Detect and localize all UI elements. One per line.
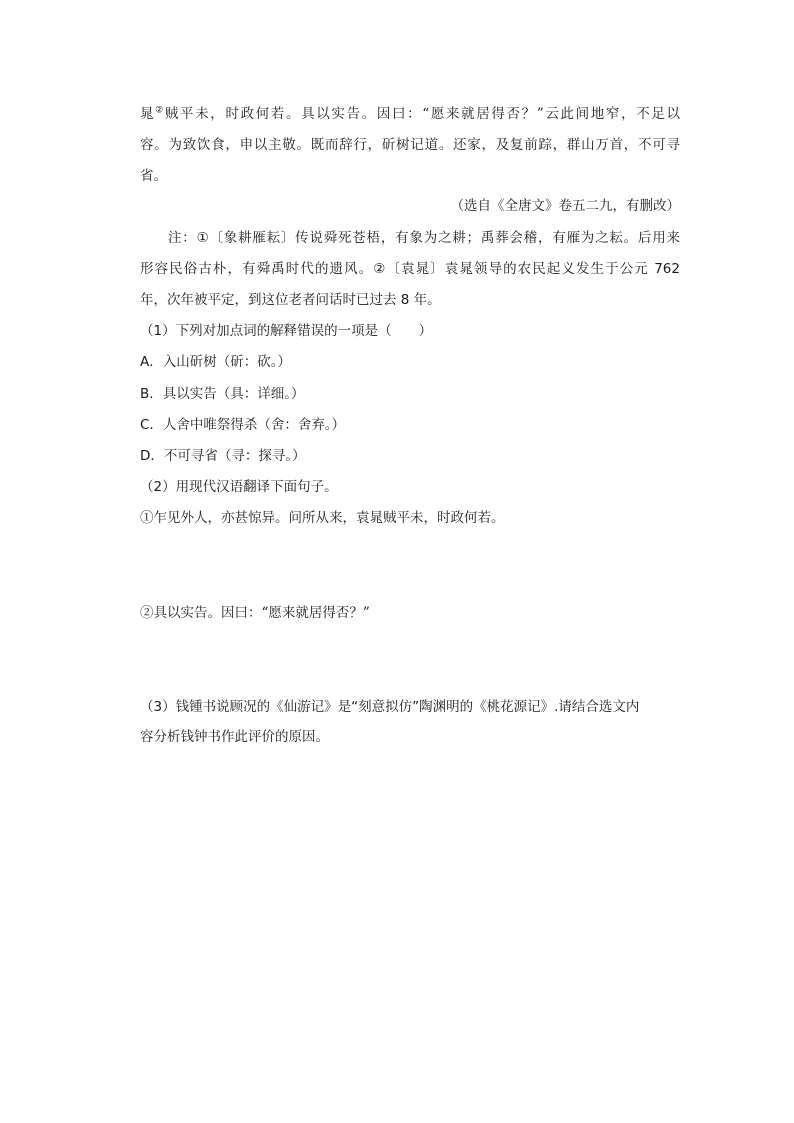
passage-line-1-start: 晁: [140, 106, 156, 122]
passage-line-1-rest: 贼平未，时政何若。具以实告。因曰：“愿来就居得否？”云此间地窄，不足以: [164, 106, 681, 122]
question-1-stem: （1）下列对加点词的解释错误的一项是（ ）: [140, 323, 433, 339]
source-citation: （选自《全唐文》卷五二九，有删改）: [450, 198, 680, 214]
footnote-marker-2: ②: [155, 105, 165, 116]
question-2-item-2: ②具以实告。因曰：“愿来就居得否？”: [140, 605, 370, 621]
option-a: A．入山斫树（斫：砍。）: [140, 354, 291, 370]
passage-line-3: 省。: [140, 168, 167, 184]
option-b: B．具以实告（具：详细。）: [140, 386, 305, 402]
question-2-item-1: ①乍见外人，亦甚惊异。问所从来，袁晁贼平未，时政何若。: [140, 510, 505, 526]
notes-line-2: 形容民俗古朴，有舜禹时代的遗风。②〔袁晁〕袁晁领导的农民起义发生于公元 762: [140, 261, 680, 277]
question-3-line-2: 容分析钱钟书作此评价的原因。: [140, 729, 329, 745]
question-3-line-1: （3）钱锺书说顾况的《仙游记》是“刻意拟仿”陶渊明的《桃花源记》.请结合选文内: [140, 699, 640, 715]
passage-line-2: 容。为致饮食，申以主敬。既而辞行，斫树记道。还家，及复前踪，群山万首，不可寻: [140, 137, 680, 153]
option-c: C．人舍中唯祭得杀（舍：舍弃。）: [140, 417, 346, 433]
notes-line-1: 注：①〔象耕雁耘〕传说舜死苍梧，有象为之耕；禹葬会稽，有雁为之耘。后用来: [168, 230, 680, 246]
notes-line-3: 年，次年被平定，到这位老者问话时已过去 8 年。: [140, 292, 441, 308]
passage-line-1: [140, 104, 680, 124]
option-d: D．不可寻省（寻：探寻。）: [140, 448, 306, 464]
question-2-stem: （2）用现代汉语翻译下面句子。: [140, 479, 338, 495]
